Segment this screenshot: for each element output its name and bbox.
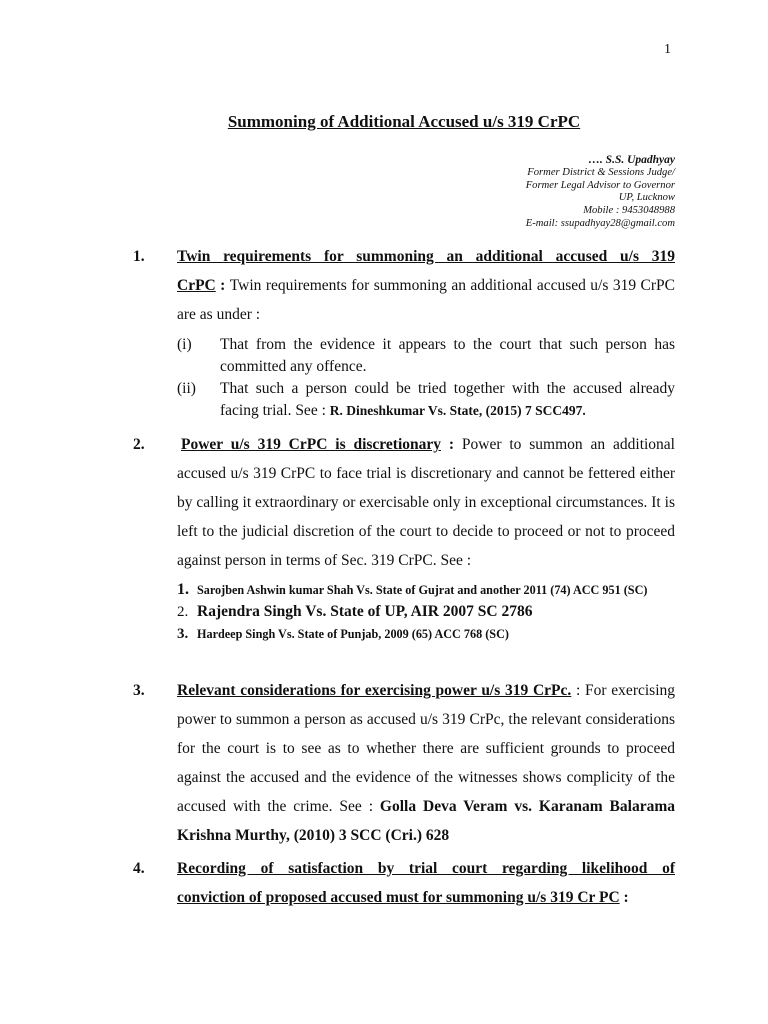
citation-item <box>177 601 675 623</box>
section-2-heading: Power u/s 319 CrPC is discretionary <box>181 436 441 453</box>
citation-label: 1. <box>177 581 189 598</box>
requirement-item <box>177 378 675 422</box>
citation-label: 3. <box>177 626 189 642</box>
section-1-separator: : <box>215 277 230 294</box>
author-designation-2: Former Legal Advisor to Governor <box>525 179 675 191</box>
citation-item <box>177 582 675 598</box>
author-block <box>526 154 675 231</box>
citation-text: Sarojben Ashwin kumar Shah Vs. State of Gujrat and another 2011 (74) ACC 951 (SC) <box>197 583 648 597</box>
section-4-heading-line-1: Recording of satisfaction by trial court regarding likelihood of <box>177 860 675 877</box>
section-3-citation: Golla Deva Veram vs. Karanam Balarama Krishna Murthy, (2010) 3 SCC (Cri.) 628 <box>177 798 675 844</box>
author-email: E-mail: ssupadhyay28@gmail.com <box>525 217 675 229</box>
requirement-label: (ii) <box>177 380 196 397</box>
section-2-body: Power to summon an additional accused u/s 319 CrPC to face trial is discretionary and cannot be fettered either by calling it extraordinary or exercisable only in exceptional circumstances. It is left to the judicial discretion of the court to decide to proceed or not to proceed against person in terms of Sec. 319 CrPC. See : <box>177 436 675 569</box>
author-location: UP, Lucknow <box>618 192 675 204</box>
section-4-paragraph <box>177 854 675 912</box>
section-1-heading-line-2: CrPC <box>177 277 216 294</box>
page-number: 1 <box>664 42 671 57</box>
section-2-paragraph <box>177 430 675 575</box>
page-title: Summoning of Additional Accused u/s 319 CrPC <box>227 112 581 131</box>
section-2-separator: : <box>441 436 462 453</box>
author-designation-1: Former District & Sessions Judge/ <box>527 166 675 178</box>
section-3-body: For exercising power to summon a person as accused u/s 319 CrPc, the relevant considerations for the court is to see as to whether there are sufficient grounds to proceed against the accused and the evidence of the witnesses shows complicity of the accused with the crime. See : <box>177 682 675 815</box>
section-1-number: 1. <box>133 248 145 265</box>
section-3-paragraph <box>177 676 675 850</box>
section-1-paragraph <box>177 242 675 329</box>
section-3-separator: : <box>571 682 586 699</box>
citation-text: Hardeep Singh Vs. State of Punjab, 2009 (65) ACC 768 (SC) <box>197 627 509 641</box>
requirement-citation: R. Dineshkumar Vs. State, (2015) 7 SCC497. <box>329 403 586 418</box>
requirement-label: (i) <box>177 336 192 353</box>
section-3-heading: Relevant considerations for exercising power u/s 319 CrPc. <box>177 682 572 699</box>
author-name: …. S.S. Upadhyay <box>588 154 675 166</box>
author-mobile: Mobile : 9453048988 <box>583 205 675 217</box>
requirement-text-wrapper <box>220 378 675 422</box>
section-1-requirements <box>177 334 675 422</box>
citation-item <box>177 623 675 645</box>
section-2-number: 2. <box>133 436 145 453</box>
section-3-number: 3. <box>133 682 145 699</box>
requirement-item <box>177 334 675 378</box>
requirement-text: That such a person could be tried together with the accused already facing trial. See : <box>220 380 675 419</box>
section-4-heading-line-2: conviction of proposed accused must for summoning u/s 319 Cr PC <box>177 889 620 906</box>
section-4-separator: : <box>619 889 629 906</box>
citation-text: Rajendra Singh Vs. State of UP, AIR 2007 SC 2786 <box>197 603 533 620</box>
section-1-heading-line-1: Twin requirements for summoning an additional accused u/s 319 <box>177 248 675 265</box>
section-1-body: Twin requirements for summoning an additional accused u/s 319 CrPC are as under : <box>177 277 675 323</box>
section-4-number: 4. <box>133 860 145 877</box>
citation-label: 2. <box>177 604 189 620</box>
requirement-text: That from the evidence it appears to the court that such person has committed any offence. <box>220 336 675 375</box>
section-2-citations <box>177 582 675 645</box>
